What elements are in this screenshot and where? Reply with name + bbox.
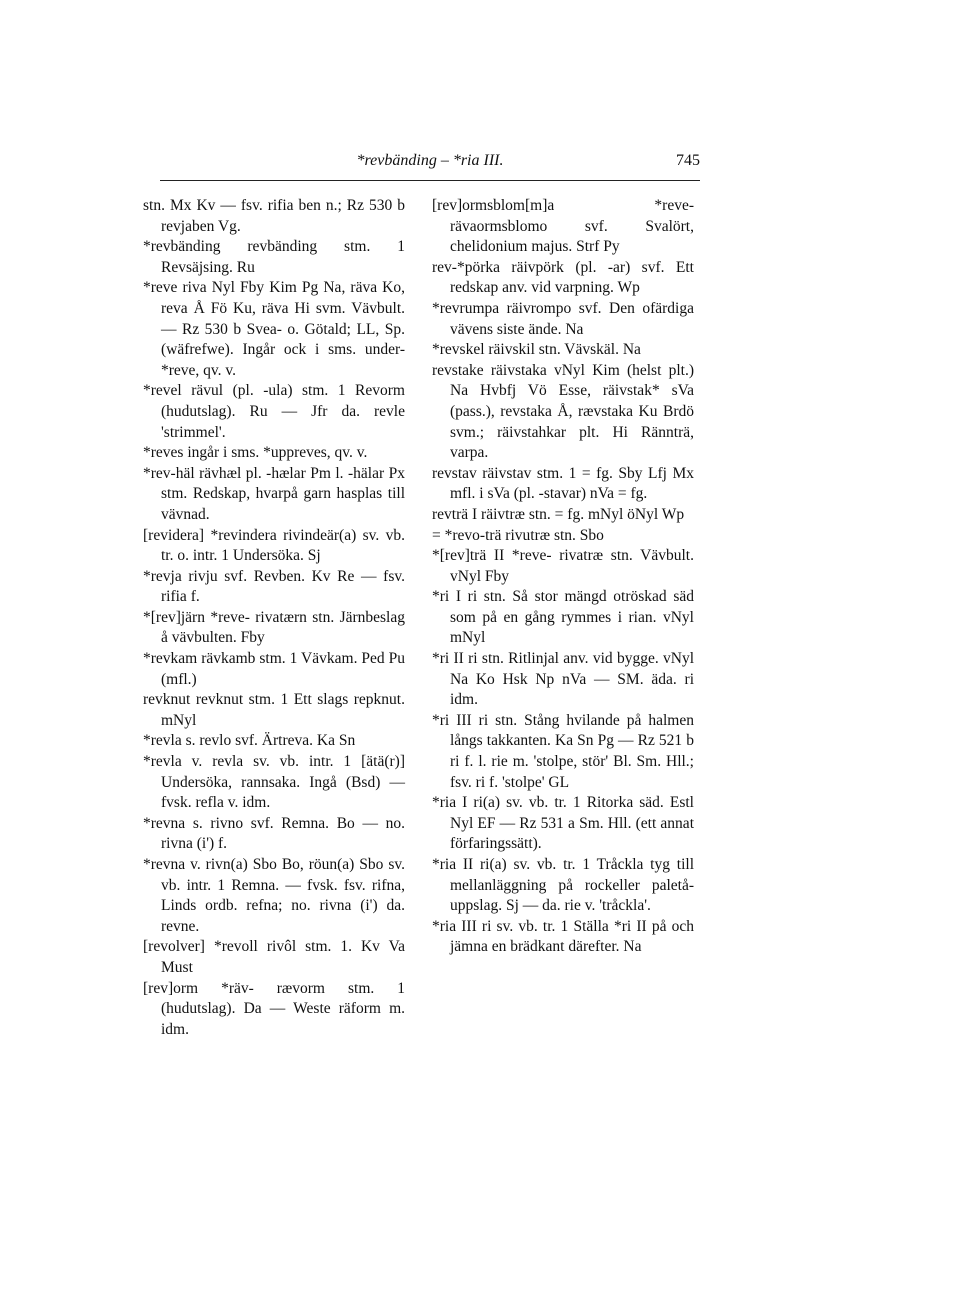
dictionary-entry: *rev-häl rävhæl pl. -hælar Pm l. -hälar Px stm. Redskap, hvarpå garn hasplas till vävnad. — [143, 464, 405, 523]
dictionary-entry: *[rev]järn *reve- rivatærn stn. Järnbeslag å vävbulten. Fby — [143, 608, 405, 647]
dictionary-entry: *ria I ri(a) sv. vb. tr. 1 Ritorka säd. Estl Nyl EF — Rz 531 a Sm. Hll. (ett annat förfaringssätt). — [432, 794, 694, 853]
dictionary-entry: = *revo-trä rivutræ stn. Sbo — [432, 526, 604, 544]
dictionary-entry: *reves ingår i sms. *uppreves, qv. v. — [143, 444, 368, 462]
dictionary-entry: *reve riva Nyl Fby Kim Pg Na, räva Ko, reva Å Fö Ku, räva Hi svm. Vävbult. — Rz 530 b Svea- o. Götald; LL, Sp. (wäfrefwe). Ingår ock i sms. under-*reve, qv. v. — [143, 279, 405, 379]
dictionary-entry: rev-*pörka räivpörk (pl. -ar) svf. Ett redskap anv. vid varpning. Wp — [432, 258, 694, 297]
dictionary-entry: [rev]orm *räv- rævorm stm. 1 (hudutslag). Da — Weste räform m. idm. — [143, 979, 405, 1038]
page-header — [160, 150, 700, 176]
dictionary-entry: *revrumpa räivrompo svf. Den ofärdiga vävens siste ände. Na — [432, 299, 694, 338]
dictionary-entry: stn. Mx Kv — fsv. rifia ben n.; Rz 530 b revjaben Vg. — [143, 197, 405, 235]
dictionary-entry: revstav räivstav stm. 1 = fg. Sby Lfj Mx mfl. i sVa (pl. -stavar) nVa = fg. — [432, 464, 694, 503]
dictionary-entry: *revbänding revbänding stm. 1 Revsäjsing. Ru — [143, 238, 405, 276]
page-number: 745 — [676, 152, 700, 169]
dictionary-entry: *revla s. revlo svf. Ärtreva. Ka Sn — [143, 732, 356, 750]
dictionary-entry: *revna s. rivno svf. Remna. Bo — no. rivna (i') f. — [143, 814, 405, 853]
running-head: *revbänding – *ria III. — [356, 152, 504, 169]
dictionary-entry: *revna v. rivn(a) Sbo Bo, röun(a) Sbo sv. vb. intr. 1 Remna. — fvsk. fsv. rifna, Linds ordb. refna; no. rivna (i') da. revne. — [143, 856, 405, 935]
right-column — [432, 196, 694, 958]
dictionary-entry: *ri III ri stn. Stång hvilande på halmen långs takkanten. Ka Sn Pg — Rz 521 b ri f. l. rie m. 'stolpe, stör' Bl. Sm. Hll.; fsv. ri f. 'stolpe' GL — [432, 711, 694, 791]
dictionary-entry: *revla v. revla sv. vb. intr. 1 [ätä(r)] Undersöka, rannsaka. Ingå (Bsd) — fvsk. refla v. idm. — [143, 753, 405, 812]
dictionary-entry: *revel rävul (pl. -ula) stm. 1 Revorm (hudutslag). Ru — Jfr da. revle 'strimmel'. — [143, 382, 405, 441]
dictionary-entry: [revolver] *revoll rivôl stm. 1. Kv Va Must — [143, 938, 405, 976]
dictionary-entry: *revja rivju svf. Revben. Kv Re — fsv. rifia f. — [143, 567, 405, 606]
header-rule — [160, 180, 700, 181]
left-column — [143, 196, 405, 1040]
dictionary-entry: *[rev]trä II *reve- rivatræ stn. Vävbult. vNyl Fby — [432, 547, 694, 585]
dictionary-entry: *ria II ri(a) sv. vb. tr. 1 Tråckla tyg till mellanläggning på rockeller paletå-uppslag. Sj — da. rie v. 'tråckla'. — [432, 856, 694, 915]
dictionary-entry: *revskel räivskil stn. Vävskäl. Na — [432, 341, 641, 359]
dictionary-entry: *ri II ri stn. Ritlinjal anv. vid bygge. vNyl Na Ko Hsk Np nVa — SM. äda. ri idm. — [432, 650, 694, 709]
dictionary-entry: *revkam rävkamb stm. 1 Vävkam. Ped Pu (mfl.) — [143, 650, 405, 688]
dictionary-entry: *ri I ri stn. Så stor mängd otröskad säd som på en gång rymmes i rian. vNyl mNyl — [432, 588, 694, 647]
dictionary-entry: [rev]ormsblom[m]a *reve- rävaormsblomo svf. Svalört, chelidonium majus. Strf Py — [432, 197, 694, 256]
dictionary-entry: *ria III ri sv. vb. tr. 1 Ställa *ri II på och jämna en brädkant därefter. Na — [432, 917, 694, 956]
dictionary-entry: revknut revknut stm. 1 Ett slags repknut. mNyl — [143, 691, 405, 729]
dictionary-entry: [revidera] *revindera rivindeär(a) sv. vb. tr. o. intr. 1 Undersöka. Sj — [143, 526, 405, 565]
dictionary-entry: revstake räivstaka vNyl Kim (helst plt.) Na Hvbfj Vö Esse, räivstak* sVa (pass.), revstaka Å, rævstaka Ku Brdö svm.; räivstahkar plt. Hi Rännträ, varpa. — [432, 361, 694, 462]
dictionary-entry: revträ I räivtræ stn. = fg. mNyl öNyl Wp — [432, 505, 685, 523]
